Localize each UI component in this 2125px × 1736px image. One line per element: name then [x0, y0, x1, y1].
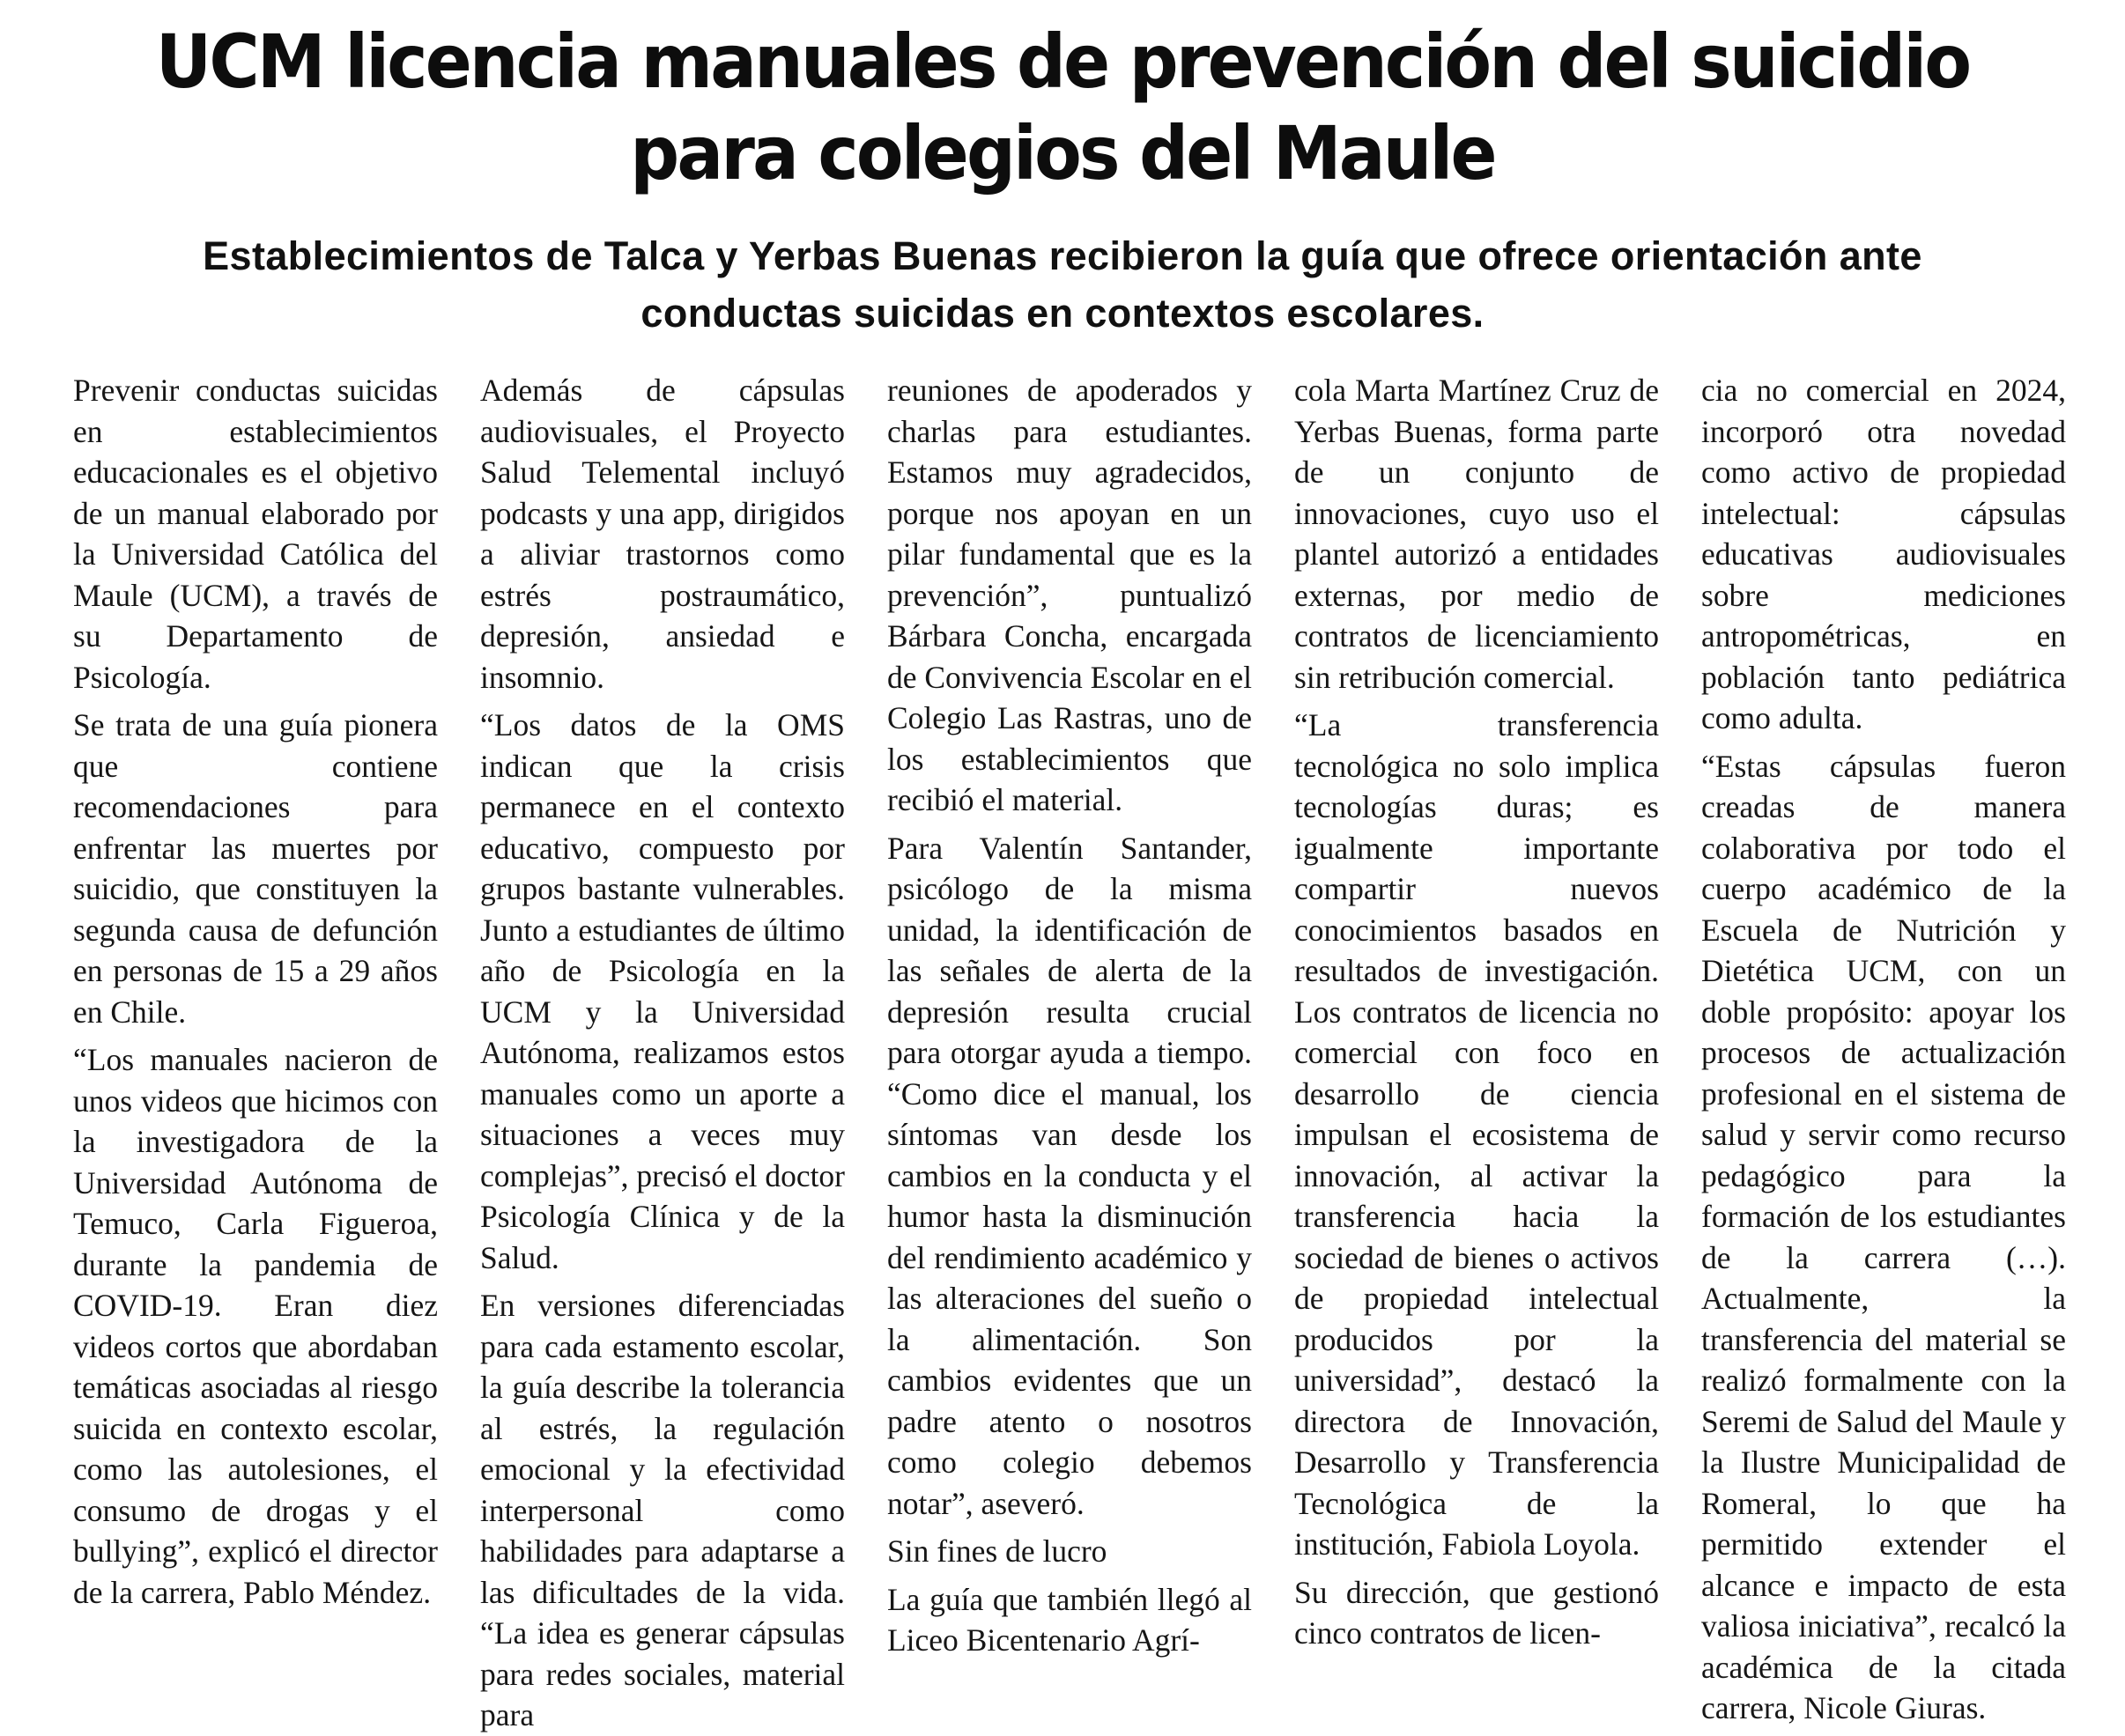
paragraph: “Los manuales nacieron de unos videos que hicimos con la investigadora de la Universidad Autónoma de Temuco, Carla Figueroa, durante la pandemia de COVID-19. Eran diez videos cortos que abordaban temáticas asociadas al riesgo suicida en contexto escolar, como las autolesiones, el consumo de drogas y el bullying”, explicó el director de la carrera, Pablo Méndez.	[73, 1042, 438, 1610]
paragraph: reuniones de apoderados y charlas para estudiantes. Estamos muy agradecidos, porque nos apoyan en un pilar fundamental que es la prevención”, puntualizó Bárbara Concha, encargada de Convivencia Escolar en el Colegio Las Rastras, uno de los establecimientos que recibió el material.	[887, 373, 1253, 817]
text-column-2	[480, 370, 846, 1732]
text-column-1	[73, 370, 438, 1647]
paragraph: Prevenir conductas suicidas en establecimientos educacionales es el objetivo de un manual elaborado por la Universidad Católica del Maule (UCM), a través de su Departamento de Psicología.	[73, 373, 438, 695]
paragraph: Para Valentín Santander, psicólogo de la misma unidad, la identificación de las señales de alerta de la depresión resulta crucial para otorgar ayuda a tiempo. “Como dice el manual, los síntomas van desde los cambios en la conducta y el humor hasta la disminución del rendimiento académico y las alteraciones del sueño o la alimentación. Son cambios evidentes que un padre atento o nosotros como colegio debemos notar”, aseveró.	[887, 830, 1252, 1521]
paragraph: La guía que también llegó al Liceo Bicentenario Agrí-	[887, 1581, 1252, 1658]
paragraph: Se trata de una guía pionera que contiene recomendaciones para enfrentar las muertes por suicidio, que constituyen la segunda causa de defunción en personas de 15 a 29 años en Chile.	[73, 707, 438, 1030]
paragraph: “Los datos de la OMS indican que la crisis permanece en el contexto educativo, compuesto por grupos bastante vulnerables. Junto a estudiantes de último año de Psicología en la UCM y la Universidad Autónoma, realizamos estos manuales como un aporte a situaciones a veces muy complejas”, precisó el doctor Psicología Clínica y de la Salud.	[480, 707, 846, 1275]
article-body	[73, 370, 2066, 1732]
paragraph: Su dirección, que gestionó cinco contratos de licen-	[1294, 1574, 1659, 1651]
section-intertitle: Sin fines de lucro	[887, 1533, 1107, 1569]
paragraph: En versiones diferenciadas para cada estamento escolar, la guía describe la tolerancia al estrés, la regulación emocional y la efectividad interpersonal como habilidades para adaptarse a las dificultades de la vida. “La idea es generar cápsulas para redes sociales, material para	[480, 1288, 845, 1732]
paragraph: cia no comercial en 2024, incorporó otra novedad como activo de propiedad intelectual: cápsulas educativas audiovisuales sobre mediciones antropométricas, en población tanto pediátrica como adulta.	[1701, 373, 2066, 735]
paragraph: “La transferencia tecnológica no solo implica tecnologías duras; es igualmente importante compartir nuevos conocimientos basados en resultados de investigación. Los contratos de licencia no comercial con foco en desarrollo de ciencia impulsan el ecosistema de innovación, al activar la transferencia hacia la sociedad de bienes o activos de propiedad intelectual producidos por la universidad”, destacó la directora de Innovación, Desarrollo y Transferencia Tecnológica de la institución, Fabiola Loyola.	[1294, 707, 1659, 1562]
paragraph: cola Marta Martínez Cruz de Yerbas Buenas, forma parte de un conjunto de innovaciones, cuyo uso el plantel autorizó a entidades externas, por medio de contratos de licenciamiento sin retribución comercial.	[1294, 373, 1659, 695]
article-headline: UCM licencia manuales de prevención del suicidio para colegios del Maule	[155, 18, 1970, 196]
text-column-5	[1701, 370, 2066, 1725]
text-column-4	[1294, 370, 1659, 1651]
article-subheadline: Establecimientos de Talca y Yerbas Buenas recibieron la guía que ofrece orientación ante conductas suicidas en contextos escolares.	[203, 233, 1922, 336]
text-column-3	[887, 370, 1253, 1658]
paragraph: Además de cápsulas audiovisuales, el Proyecto Salud Telemental incluyó podcasts y una app, dirigidos a aliviar trastornos como estrés postraumático, depresión, ansiedad e insomnio.	[480, 373, 845, 695]
paragraph: “Estas cápsulas fueron creadas de manera colaborativa por todo el cuerpo académico de la Escuela de Nutrición y Dietética UCM, con un doble propósito: apoyar los procesos de actualización profesional en el sistema de salud y servir como recurso pedagógico para la formación de los estudiantes de la carrera (…). Actualmente, la transferencia del material se realizó formalmente con la Seremi de Salud del Maule y la Ilustre Municipalidad de Romeral, lo que ha permitido extender el alcance e impacto de esta valiosa iniciativa”, recalcó la académica de la citada carrera, Nicole Giuras.	[1701, 748, 2066, 1725]
